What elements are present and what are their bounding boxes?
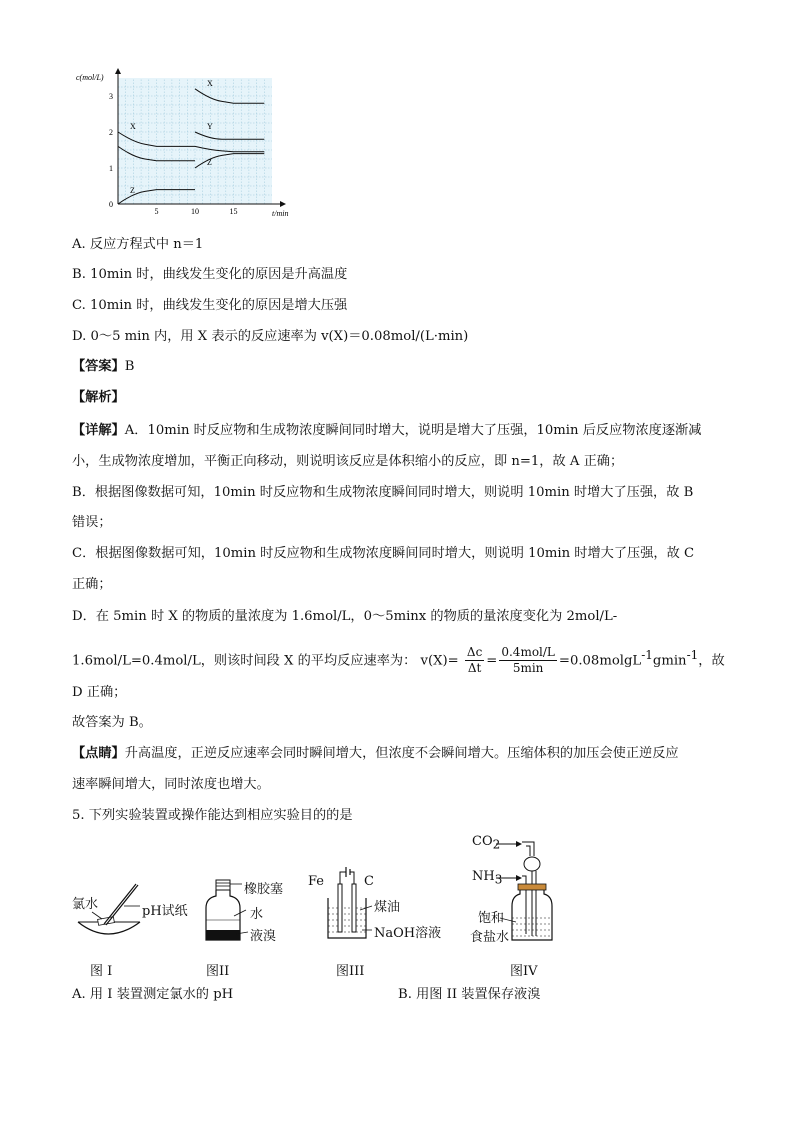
detail-a-line1 (72, 422, 701, 440)
series-label: Y (207, 122, 213, 131)
concentration-time-chart (60, 68, 300, 228)
q5-option-a: A. 用 I 装置测定氯水的 pH (72, 987, 234, 1002)
answer-label: 【答案】 (72, 359, 125, 374)
rate-unit-min: gmin (652, 653, 687, 669)
answer-value: B (124, 359, 135, 374)
fig3-label-kerosene: 煤油 (374, 900, 401, 915)
delta-c: Δc (466, 645, 483, 660)
conclusion: 故答案为 B。 (72, 715, 152, 730)
fig3-label-naoh: NaOH溶液 (374, 926, 442, 941)
delta-fraction (465, 645, 484, 676)
fig2-apparatus (206, 880, 248, 940)
detail-a-line2: 小，生成物浓度增加，平衡正向移动，则说明该反应是体积缩小的反应，即 n=1，故 A 正确； (72, 454, 624, 469)
answer-line (72, 358, 134, 376)
y-tick-label: 2 (109, 128, 113, 137)
series-label: Z (207, 158, 212, 167)
detail-a-text1: A．10min 时反应物和生成物浓度瞬间同时增大，说明是增大了压强，10min 后反应物浓度逐渐减 (124, 423, 702, 438)
nh3-text: NH (472, 869, 495, 884)
option-a: A. 反应方程式中 n＝1 (72, 237, 204, 252)
fig1-label-chlorine-water: 氯水 (72, 897, 99, 912)
co2-text: CO (472, 834, 493, 849)
delta-t: Δt (467, 661, 482, 676)
analysis-label: 【解析】 (72, 390, 125, 405)
y-tick-label: 3 (109, 92, 113, 101)
fig4-caption: 图IV (510, 964, 538, 979)
equals-sign: = (486, 653, 498, 669)
tip-text1: 升高温度，正逆反应速率会同时瞬间增大，但浓度不会瞬间增大。压缩体积的加压会使正逆反应 (124, 746, 679, 761)
fig3-label-c: C (364, 874, 374, 889)
apparatus-figures (60, 826, 580, 976)
series-label: X (130, 122, 136, 131)
fig4-label-saturated: 饱和 (478, 911, 505, 926)
tip-label: 【点睛】 (72, 746, 125, 761)
option-c: C. 10min 时，曲线发生变化的原因是增大压强 (72, 298, 348, 313)
unit-exponent-2: -1 (686, 648, 699, 662)
detail-d-end: ，故 (698, 653, 725, 669)
value-fraction (499, 645, 557, 676)
fraction-denominator: 5min (512, 661, 544, 676)
series-label: Z (130, 186, 135, 195)
unit-exponent-1: -1 (641, 648, 653, 662)
detail-d-line1: D．在 5min 时 X 的物质的量浓度为 1.6mol/L，0～5minx 的物质的量浓度变化为 2mol/L- (72, 609, 618, 624)
fig2-label-stopper: 橡胶塞 (244, 882, 284, 897)
detail-b-line1: B．根据图像数据可知，10min 时反应物和生成物浓度瞬间同时增大，则说明 10min 时增大了压强，故 B (72, 485, 694, 500)
fig2-label-water: 水 (250, 907, 264, 922)
y-axis-label: c(mol/L) (76, 73, 104, 82)
fig4-label-brine: 食盐水 (470, 930, 510, 945)
fig3-label-fe: Fe (308, 874, 325, 889)
fig4-label-nh3 (472, 869, 502, 887)
fig3-caption: 图III (336, 964, 365, 979)
tip-line2: 速率瞬间增大，同时浓度也增大。 (72, 777, 270, 792)
x-axis-label: t/min (272, 209, 289, 218)
y-tick-label: 1 (109, 164, 113, 173)
x-tick-label: 10 (191, 207, 199, 216)
option-d: D. 0～5 min 内，用 X 表示的反应速率为 v(X)＝0.08mol/(L·min) (72, 329, 469, 344)
option-b: B. 10min 时，曲线发生变化的原因是升高温度 (72, 267, 348, 282)
detail-d-pre: 1.6mol/L=0.4mol/L，则该时间段 X 的平均反应速率为： (72, 653, 417, 669)
q5-option-b: B. 用图 II 装置保存液溴 (398, 987, 541, 1002)
tip-line1 (72, 745, 679, 763)
nh3-subscript: 3 (494, 872, 503, 887)
fig4-label-co2 (472, 834, 500, 852)
fig1-label-ph-paper: pH试纸 (142, 904, 188, 919)
series-label: X (207, 78, 213, 88)
detail-d-line3: D 正确； (72, 685, 127, 700)
fraction-numerator: 0.4mol/L (501, 645, 555, 660)
detail-label: 【详解】 (72, 423, 125, 438)
fig2-label-liquid-bromine: 液溴 (250, 929, 277, 944)
question-5-stem: 5. 下列实验装置或操作能达到相应实验目的的是 (72, 808, 353, 823)
y-tick-label: 0 (109, 200, 113, 209)
fig2-caption: 图II (206, 964, 230, 979)
rate-result: =0.08molgL (558, 653, 642, 669)
co2-subscript: 2 (492, 837, 501, 852)
x-tick-label: 15 (229, 207, 238, 216)
detail-c-line2: 正确； (72, 577, 112, 592)
fig1-caption: 图 I (90, 964, 113, 979)
detail-d-line2 (72, 638, 725, 678)
detail-b-line2: 错误； (72, 515, 112, 530)
x-tick-label: 5 (154, 207, 159, 216)
detail-c-line1: C．根据图像数据可知，10min 时反应物和生成物浓度瞬间同时增大，则说明 10min 时增大了压强，故 C (72, 546, 695, 561)
rate-symbol: v(X)= (420, 653, 459, 669)
